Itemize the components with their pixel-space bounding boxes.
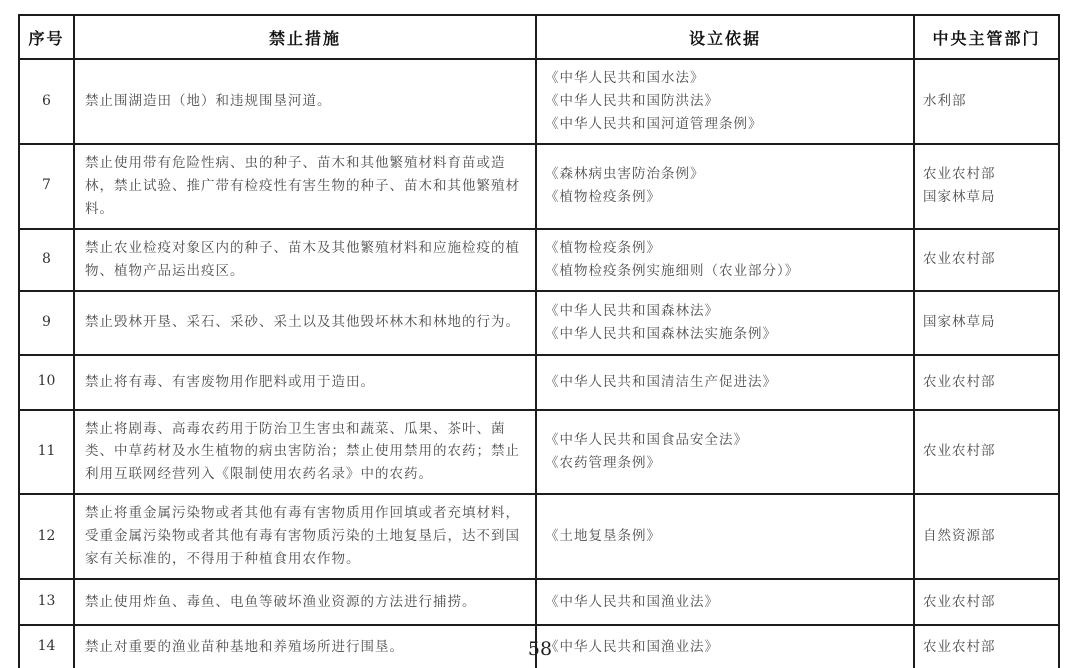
department-line: 国家林草局 <box>923 314 996 331</box>
table-header-row <box>19 15 1059 59</box>
prohibited-measure-cell: 禁止围湖造田（地）和违规围垦河道。 <box>74 59 536 144</box>
basis-line: 《农药管理条例》 <box>545 454 661 471</box>
prohibited-measure-cell: 禁止将有毒、有害废物用作肥料或用于造田。 <box>74 355 536 410</box>
establishment-basis-cell <box>536 291 914 355</box>
basis-line: 《中华人民共和国森林法实施条例》 <box>545 325 777 342</box>
table-row <box>19 229 1059 291</box>
serial-number-cell: 14 <box>19 625 74 668</box>
serial-number-cell: 13 <box>19 579 74 625</box>
table-row <box>19 410 1059 495</box>
prohibited-measure-cell: 禁止将重金属污染物或者其他有毒有害物质用作回填或者充填材料，受重金属污染物或者其他有毒有害物质污染的土地复垦后，达不到国家有关标准的，不得用于种植食用农作物。 <box>74 494 536 579</box>
department-line: 农业农村部 <box>923 593 996 610</box>
basis-line: 《森林病虫害防治条例》 <box>545 166 705 183</box>
establishment-basis-cell <box>536 144 914 229</box>
table-body <box>19 59 1059 668</box>
serial-number-cell: 9 <box>19 291 74 355</box>
basis-line: 《中华人民共和国渔业法》 <box>545 638 719 655</box>
department-line: 农业农村部 <box>923 166 996 183</box>
basis-line: 《植物检疫条例》 <box>545 239 661 256</box>
department-line: 农业农村部 <box>923 638 996 655</box>
prohibited-measure-cell: 禁止毁林开垦、采石、采砂、采土以及其他毁坏林木和林地的行为。 <box>74 291 536 355</box>
prohibition-measures-table <box>18 14 1060 668</box>
central-department-cell <box>914 144 1059 229</box>
prohibited-measure-cell: 禁止将剧毒、高毒农药用于防治卫生害虫和蔬菜、瓜果、茶叶、菌类、中草药材及水生植物的病虫害防治；禁止使用禁用的农药；禁止利用互联网经营列入《限制使用农药名录》中的农药。 <box>74 410 536 495</box>
establishment-basis-cell <box>536 579 914 625</box>
central-department-cell <box>914 355 1059 410</box>
basis-line: 《土地复垦条例》 <box>545 528 661 545</box>
basis-line: 《植物检疫条例实施细则（农业部分）》 <box>545 262 800 279</box>
department-line: 农业农村部 <box>923 443 996 460</box>
basis-line: 《中华人民共和国渔业法》 <box>545 593 719 610</box>
serial-number-cell: 11 <box>19 410 74 495</box>
serial-number-cell: 12 <box>19 494 74 579</box>
prohibited-measure-cell: 禁止农业检疫对象区内的种子、苗木及其他繁殖材料和应施检疫的植物、植物产品运出疫区。 <box>74 229 536 291</box>
department-line: 农业农村部 <box>923 251 996 268</box>
basis-line: 《中华人民共和国食品安全法》 <box>545 431 748 448</box>
prohibited-measure-cell: 禁止使用炸鱼、毒鱼、电鱼等破坏渔业资源的方法进行捕捞。 <box>74 579 536 625</box>
establishment-basis-cell <box>536 410 914 495</box>
prohibited-measure-cell: 禁止使用带有危险性病、虫的种子、苗木和其他繁殖材料育苗或造林，禁止试验、推广带有检疫性有害生物的种子、苗木和其他繁殖材料。 <box>74 144 536 229</box>
basis-line: 《中华人民共和国河道管理条例》 <box>545 115 763 132</box>
central-department-cell <box>914 59 1059 144</box>
header-establishment-basis: 设立依据 <box>536 15 914 59</box>
header-prohibited-measure: 禁止措施 <box>74 15 536 59</box>
header-central-department: 中央主管部门 <box>914 15 1059 59</box>
establishment-basis-cell <box>536 229 914 291</box>
header-serial-number: 序号 <box>19 15 74 59</box>
table-row <box>19 144 1059 229</box>
serial-number-cell: 10 <box>19 355 74 410</box>
serial-number-cell: 8 <box>19 229 74 291</box>
table-row <box>19 291 1059 355</box>
establishment-basis-cell <box>536 494 914 579</box>
prohibited-measure-cell: 禁止对重要的渔业苗种基地和养殖场所进行围垦。 <box>74 625 536 668</box>
serial-number-cell: 6 <box>19 59 74 144</box>
page-number: 58 <box>527 638 553 660</box>
central-department-cell <box>914 410 1059 495</box>
serial-number-cell: 7 <box>19 144 74 229</box>
central-department-cell <box>914 291 1059 355</box>
basis-line: 《中华人民共和国水法》 <box>545 70 705 86</box>
department-line: 国家林草局 <box>923 189 996 206</box>
central-department-cell <box>914 229 1059 291</box>
table-row <box>19 355 1059 410</box>
basis-line: 《中华人民共和国防洪法》 <box>545 92 719 109</box>
establishment-basis-cell <box>536 355 914 410</box>
department-line: 自然资源部 <box>923 528 996 545</box>
table-row <box>19 494 1059 579</box>
table-row <box>19 579 1059 625</box>
central-department-cell <box>914 579 1059 625</box>
department-line: 水利部 <box>923 92 967 109</box>
department-line: 农业农村部 <box>923 373 996 390</box>
basis-line: 《中华人民共和国清洁生产促进法》 <box>545 373 777 390</box>
establishment-basis-cell <box>536 59 914 144</box>
central-department-cell <box>914 494 1059 579</box>
table-row <box>19 59 1059 144</box>
basis-line: 《中华人民共和国森林法》 <box>545 302 719 319</box>
basis-line: 《植物检疫条例》 <box>545 189 661 206</box>
